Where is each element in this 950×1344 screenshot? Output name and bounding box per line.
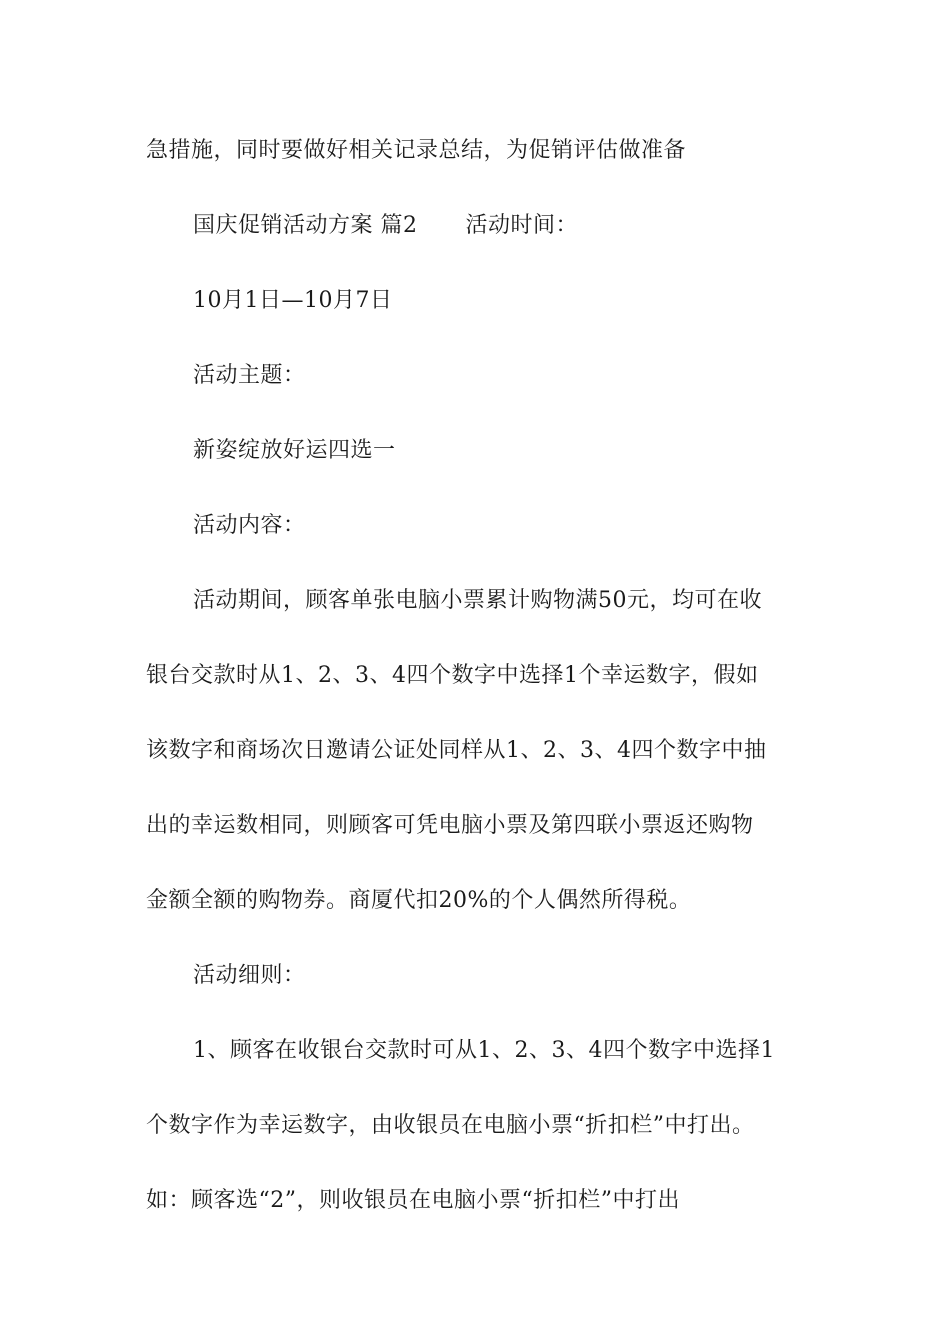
field-label: 活动时间：	[465, 213, 579, 238]
section-heading-line	[193, 211, 893, 241]
paragraph-line: 10月1日—10月7日	[193, 288, 393, 313]
paragraph-line: 出的幸运数相同，则顾客可凭电脑小票及第四联小票返还购物	[146, 813, 754, 838]
paragraph-line: 急措施，同时要做好相关记录总结，为促销评估做准备	[146, 138, 687, 163]
paragraph-line: 新姿绽放好运四选一	[193, 438, 396, 463]
paragraph-line: 活动期间，顾客单张电脑小票累计购物满50元，均可在收	[193, 588, 762, 613]
field-label: 活动主题：	[193, 363, 306, 388]
field-label: 活动内容：	[193, 513, 306, 538]
paragraph-line: 如：顾客选“2”，则收银员在电脑小票“折扣栏”中打出	[146, 1188, 680, 1213]
paragraph-line: 个数字作为幸运数字，由收银员在电脑小票“折扣栏”中打出。	[146, 1113, 755, 1138]
section-title: 国庆促销活动方案 篇2	[193, 213, 418, 238]
paragraph-line: 银台交款时从1、2、3、4四个数字中选择1个幸运数字，假如	[146, 663, 759, 688]
field-label: 活动细则：	[193, 963, 306, 988]
paragraph-line: 金额全额的购物券。商厦代扣20%的个人偶然所得税。	[146, 888, 692, 913]
paragraph-line: 1、顾客在收银台交款时可从1、2、3、4四个数字中选择1	[193, 1038, 775, 1063]
paragraph-line: 该数字和商场次日邀请公证处同样从1、2、3、4四个数字中抽	[146, 738, 767, 763]
